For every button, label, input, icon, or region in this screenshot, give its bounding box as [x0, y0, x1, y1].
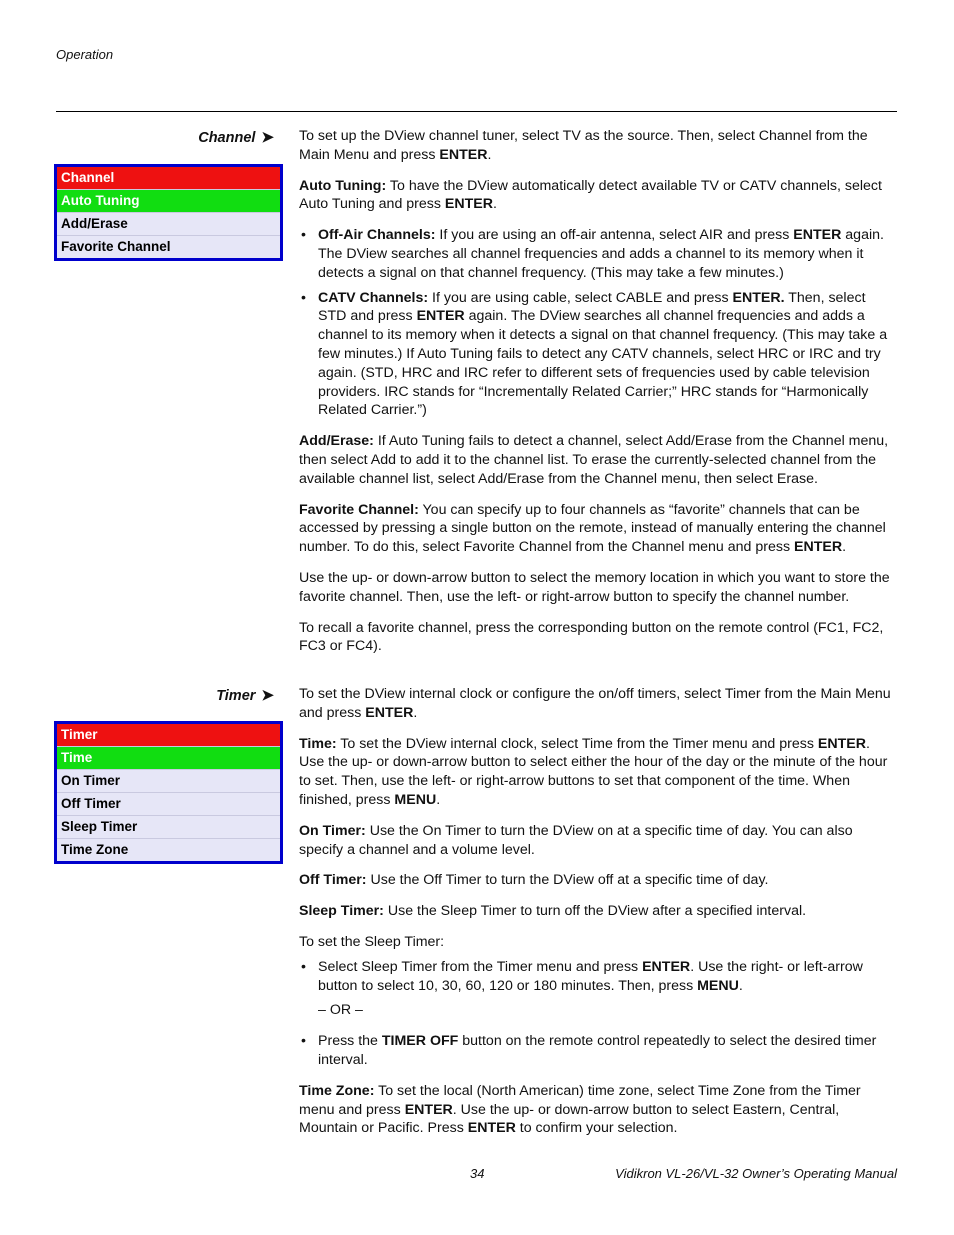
- menu-item-on-timer[interactable]: On Timer: [57, 770, 280, 793]
- auto-tuning-paragraph: Auto Tuning: To have the DView automatically detect available TV or CATV channels, select Auto Tuning and press ENTER.: [299, 177, 882, 213]
- timer-intro: To set the DView internal clock or configure the on/off timers, select Timer from the Main Menu and press ENTER.: [299, 686, 891, 721]
- or-separator: – OR –: [318, 1002, 363, 1019]
- sleep-timer-setup: To set the Sleep Timer:: [299, 933, 445, 950]
- list-item-off-air: • Off-Air Channels: If you are using an off-air antenna, select AIR and press ENTER again. The DView searches all channel frequencies and adds a channel to its memory when it detects a signal on that channel frequency. (This may take a few minutes.): [299, 226, 897, 282]
- list-item-timer-off: • Press the TIMER OFF button on the remote control repeatedly to select the desired timer interval.: [299, 1032, 897, 1070]
- favorite-recall-paragraph: To recall a favorite channel, press the corresponding button on the remote control (FC1, FC2, FC3 or FC4).: [299, 619, 884, 655]
- channel-heading: [198, 128, 274, 146]
- channel-menu: [54, 164, 283, 261]
- time-zone-paragraph: Time Zone: To set the local (North American) time zone, select Time Zone from the Timer menu and press ENTER. Use the up- or down-arrow button to select Eastern, Central, Mountain or Pacific. Press ENTER to confirm your selection.: [299, 1082, 861, 1137]
- menu-item-add-erase[interactable]: Add/Erase: [57, 213, 280, 236]
- manual-title: Vidikron VL-26/VL-32 Owner’s Operating Manual: [615, 1166, 897, 1181]
- list-item-catv: • CATV Channels: If you are using cable, select CABLE and press ENTER. Then, select STD and press ENTER again. The DView searches all channel frequencies and adds a channel to its memory when it detects a signal on that channel frequency. (This may take a few minutes.) If Auto Tuning fails to detect any CATV channels, select HRC or IRC and try again. (STD, HRC and IRC refer to different sets of frequencies used by cable television providers. IRC stands for “Incrementally Related Carrier;” HRC stands for “Harmonically Related Carrier.”): [299, 289, 897, 421]
- arrow-right-icon: ➤: [261, 687, 274, 704]
- sleep-step-list-1: [299, 958, 897, 996]
- timer-heading: [216, 686, 274, 704]
- sleep-step-list-2: [299, 1032, 897, 1070]
- menu-title-timer: Timer: [57, 724, 280, 747]
- menu-item-off-timer[interactable]: Off Timer: [57, 793, 280, 816]
- menu-item-sleep-timer[interactable]: Sleep Timer: [57, 816, 280, 839]
- favorite-store-paragraph: Use the up- or down-arrow button to select the memory location in which you want to store the favorite channel. Then, use the left- or right-arrow button to specify the channel number.: [299, 569, 890, 605]
- list-item-sleep-menu: • Select Sleep Timer from the Timer menu and press ENTER. Use the right- or left-arrow button to select 10, 30, 60, 120 or 180 minutes. Then, press MENU.: [299, 958, 897, 996]
- menu-item-time-zone[interactable]: Time Zone: [61, 842, 129, 857]
- favorite-channel-paragraph: Favorite Channel: You can specify up to four channels as “favorite” channels that can be accessed by pressing a single button on the remote, instead of manually entering the channel number. To do this, select Favorite Channel from the Channel menu and press ENTER.: [299, 501, 886, 556]
- menu-item-auto-tuning[interactable]: Auto Tuning: [57, 190, 280, 213]
- timer-heading-text: Timer: [216, 688, 256, 704]
- timer-menu: [54, 721, 283, 864]
- header-rule: [56, 111, 897, 112]
- on-timer-paragraph: On Timer: Use the On Timer to turn the DView on at a specific time of day. You can also specify a channel and a volume level.: [299, 822, 853, 858]
- time-paragraph: Time: To set the DView internal clock, select Time from the Timer menu and press ENTER. Use the up- or down-arrow button to select either the hour of the day or the minute of the hour to set. Then, use the left- or right-arrow buttons to set that component of the time. When finished, press MENU.: [299, 735, 888, 808]
- off-timer-paragraph: Off Timer: Use the Off Timer to turn the DView off at a specific time of day.: [299, 872, 769, 889]
- channel-heading-text: Channel: [198, 130, 256, 146]
- menu-item-favorite-channel[interactable]: Favorite Channel: [61, 239, 171, 254]
- sleep-timer-paragraph: Sleep Timer: Use the Sleep Timer to turn off the DView after a specified interval.: [299, 903, 807, 920]
- running-header: Operation: [56, 47, 114, 62]
- page-number: 34: [470, 1166, 485, 1181]
- arrow-right-icon: ➤: [261, 129, 274, 146]
- menu-item-time[interactable]: Time: [57, 747, 280, 770]
- timer-body: [299, 685, 897, 1150]
- channel-intro: To set up the DView channel tuner, select TV as the source. Then, select Channel from the Main Menu and press ENTER.: [299, 128, 868, 163]
- auto-tuning-list: [299, 226, 897, 420]
- menu-title-channel: Channel: [57, 167, 280, 190]
- channel-body: [299, 127, 897, 668]
- add-erase-paragraph: Add/Erase: If Auto Tuning fails to detect a channel, select Add/Erase from the Channel menu, then select Add to add it to the channel list. To erase the currently-selected channel from the available channel list, select Add/Erase from the Channel menu, then select Erase.: [299, 433, 889, 487]
